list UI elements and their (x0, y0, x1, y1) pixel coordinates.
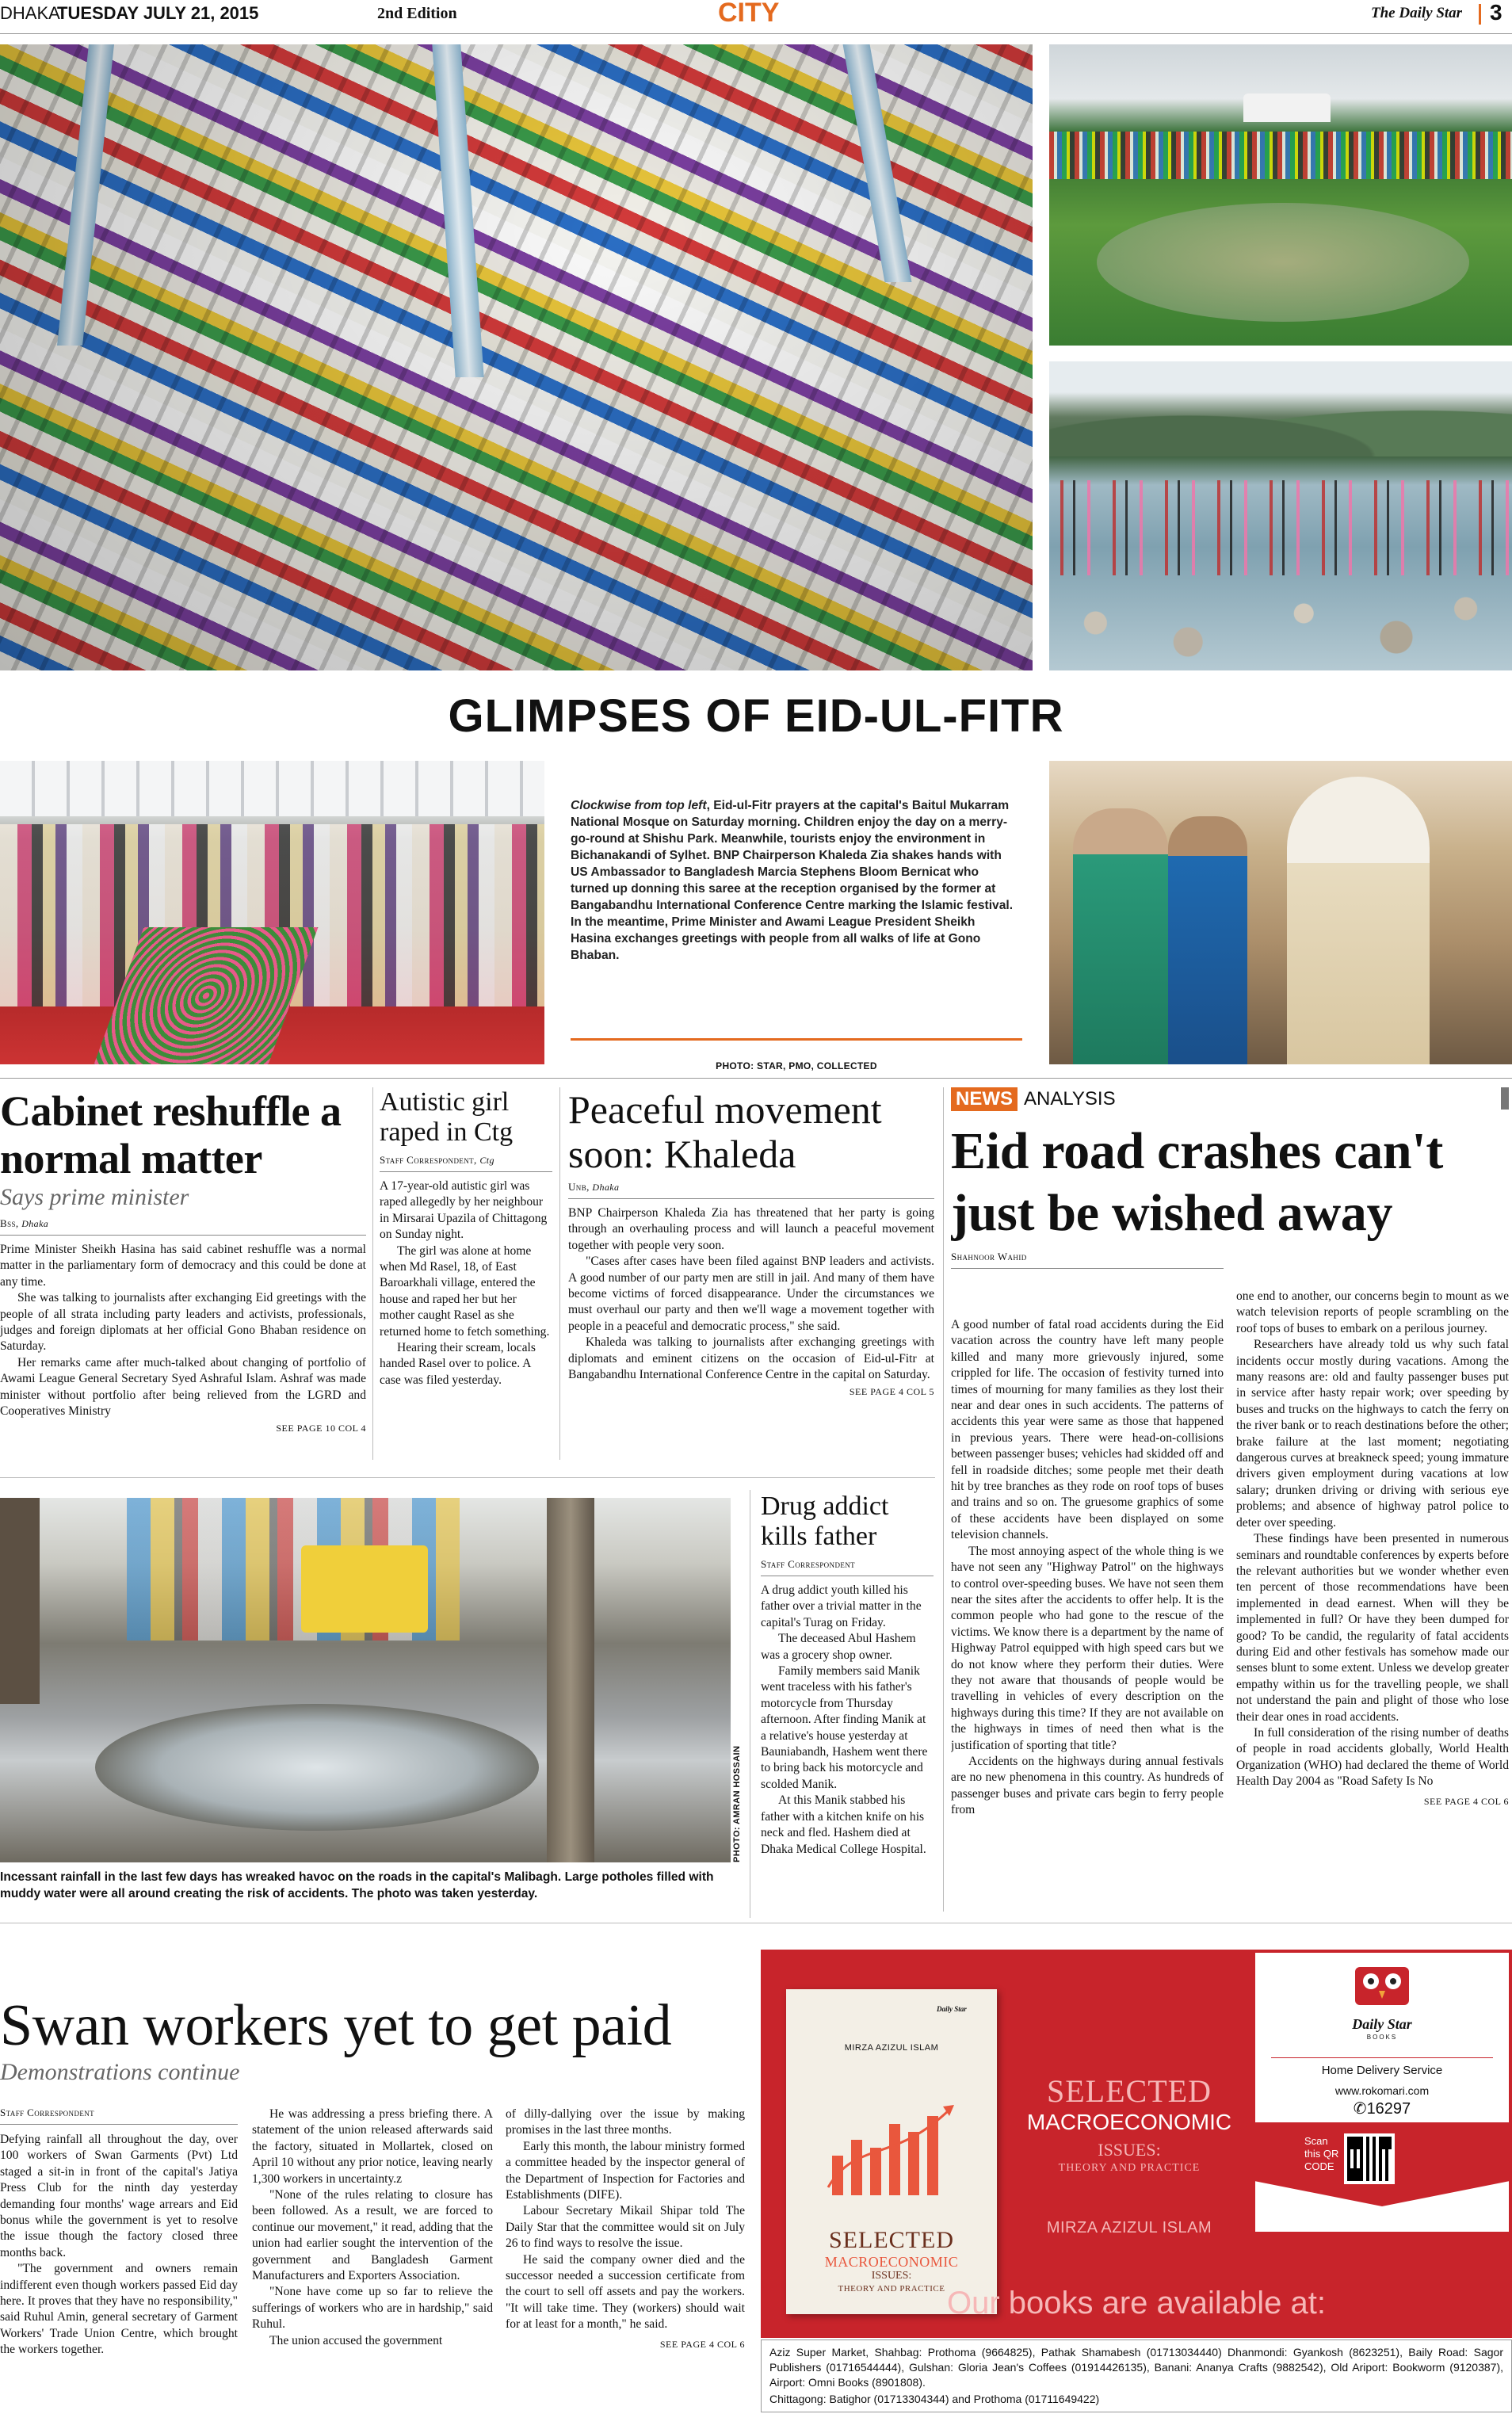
ad-brand-sub: BOOKS (1366, 2034, 1398, 2041)
rain-caption: Incessant rainfall in the last few days has wreaked havoc on the roads in the capital's Malibagh. Large potholes filled with muddy water were all around creating the risk of accidents. The photo was taken yesterday. (0, 1870, 714, 1900)
ad-info-panel (1252, 1950, 1512, 2235)
drug-body (761, 1583, 934, 1858)
column-divider (372, 1087, 373, 1460)
paper-logo: The Daily Star (1371, 5, 1463, 21)
qr-pattern (1347, 2137, 1392, 2181)
autistic-body (380, 1178, 552, 1388)
cover-title-issues: ISSUES: (871, 2270, 912, 2282)
paragraph: Khaleda was talking to journalists after exchanging greetings with diplomats and eminent citizens on the occasion of Eid-ul-Fitr at Bangabandhu International Conference Centre in the capital on Saturday. (568, 1335, 934, 1382)
ad-title-3: ISSUES: (1098, 2140, 1161, 2160)
paragraph: of dilly-dallying over the issue by making promises in the last three months. (506, 2107, 745, 2137)
paragraph: He was addressing a press briefing there. A statement of the union released afterwards said the factory, situated in Mollartek, closed on April 10 without any prior notice, leaving nearly 1,300 workers in uncertainty.z (252, 2107, 493, 2186)
dateline-city: DHAKA (0, 3, 60, 23)
ad-author: MIRZA AZIZUL ISLAM (1046, 2219, 1212, 2236)
column-divider (943, 1087, 944, 1912)
analysis-tag (951, 1087, 1512, 1111)
paragraph: In full consideration of the rising number of deaths of people in road accidents globally, World Health Organization (WHO) had declared the theme of World Health Day 2004 as "Road Safety Is No (1236, 1725, 1509, 1789)
phone-icon: ✆ (1353, 2100, 1367, 2118)
peaceful-body (568, 1205, 934, 1383)
masthead-rule (0, 33, 1512, 34)
analysis-tag-label: ANALYSIS (1024, 1088, 1116, 1110)
reception-figure-center (1168, 816, 1247, 1064)
ad-website-link[interactable]: www.rokomari.com (1334, 2084, 1430, 2097)
mosque-vignette (0, 44, 1033, 670)
paragraph: A good number of fatal road accidents during the Eid vacation across the country have left many people killed and many more grievously injured, some crippled for life. The occasion of festivity turned into times of mourning for many families as they lost their near and dear ones in such accidents. The patterns of accidents this year were same as those that happened in previous years. There were head-on-collisions between passenger buses; vehicles had skidded off and fell in roadside ditches; some people met their death hit by tree branches as they rode on roof tops of buses and trains and so on. The gruesome graphics of some of these accidents have been displayed on some television channels. (951, 1318, 1224, 1542)
page-number: 3 (1490, 0, 1502, 25)
credit-text: PHOTO: AMRAN HOSSAIN (732, 1745, 742, 1862)
reception-figure-left (1073, 808, 1168, 1064)
gono-bhaban-canopy (0, 761, 544, 816)
cabinet-byline: Bss, Dhaka (0, 1217, 366, 1236)
book-cover (786, 1989, 997, 2314)
bichanakandi-people (1049, 480, 1512, 575)
swan-col-2 (252, 2107, 493, 2349)
analysis-col-2 (1236, 1289, 1509, 1809)
merry-go-round-ground (1097, 203, 1469, 322)
rain-photo-credit-vertical (732, 1498, 748, 1862)
autistic-byline: Staff Correspondent, Ctg (380, 1154, 552, 1172)
paragraph: BNP Chairperson Khaleda Zia has threatened that her party is going through an overhauling process and will launch a peaceful movement together with people very soon. (568, 1206, 934, 1252)
masthead-divider (1479, 4, 1481, 25)
byline-agency: Bss (0, 1217, 16, 1229)
book-advertisement[interactable] (761, 1950, 1512, 2414)
section-rule (0, 1477, 935, 1478)
merry-go-round-canopy (1243, 94, 1331, 122)
cabinet-headline: Cabinet reshuffle a normal matter (0, 1087, 342, 1182)
peaceful-story (568, 1087, 934, 1468)
cabinet-story (0, 1087, 366, 1468)
byline-place: Dhaka (21, 1218, 49, 1229)
peaceful-byline: Unb, Dhaka (568, 1181, 934, 1199)
byline-agency: Unb (568, 1181, 587, 1193)
malibagh-rain-photo (0, 1498, 731, 1862)
caption-lead: Clockwise from top left (571, 799, 707, 812)
analysis-story (951, 1087, 1512, 1919)
ad-phone (1255, 2099, 1509, 2118)
news-tag: NEWS (951, 1087, 1018, 1111)
cover-title-main: SELECTED (829, 2227, 954, 2253)
paragraph: "Cases after cases have been filed against BNP leaders and activists. A good number of our party men are still in jail. And many of them have become victims of forced disappearance. Under the circumstances we must overhaul our party and then we'll wage a movement together with people in a peaceful and democratic process," she said. (568, 1255, 934, 1333)
rain-puddle (95, 1704, 539, 1831)
byline-place: Ctg (479, 1155, 494, 1166)
paragraph: "The government and owners remain indifferent even though workers passed Eid day here. It proves that they have no responsibility," said Ruhul Amin, general secretary of Garment Workers' Trade Union Centre, which brought the workers together. (0, 2262, 238, 2357)
swan-subhead: Demonstrations continue (0, 2059, 240, 2085)
ad-available-heading: Our books are available at: (946, 2286, 1327, 2320)
merry-go-round-crowd (1049, 132, 1512, 179)
paragraph: Family members said Manik went traceless with his father's motorcycle from Thursday afternoon. After finding Manik at a relative's house yesterday at Bauniabandh, Hashem went there to bring back his motorcycle and scolded Manik. (761, 1664, 928, 1791)
masthead (0, 0, 1512, 30)
ad-brand: Daily Star (1352, 2016, 1412, 2032)
ad-scan-text: Scan this QR CODE (1304, 2135, 1339, 2172)
paragraph: Early this month, the labour ministry formed a committee headed by the inspector general of the Department of Inspection for Factories and Establishments (DIFE). (506, 2139, 745, 2202)
drug-story (761, 1492, 934, 1919)
caption-body: , Eid-ul-Fitr prayers at the capital's Baitul Mukarram National Mosque on Saturday morning. Children enjoy the day on a merry-go-round at Shishu Park. Meanwhile, tourists enjoy the environment in Bichanakandi of Sylhet. BNP Chairperson Khaleda Zia shakes hands with US Ambassador to Bangladesh Marcia Stephens Bloom Bernicat who turned up donning this saree at the reception organised by the former at Bangabandhu International Conference Centre marking the Islamic festival. In the meantime, Prime Minister and Awami League President Sheikh Hasina exchanges greetings with people from all walks of life at Gono Bhaban. (571, 799, 1014, 962)
analysis-col-1 (951, 1317, 1224, 1819)
glimpses-caption (571, 797, 1014, 964)
autistic-headline: Autistic girl raped in Ctg (380, 1087, 514, 1147)
ad-title-1: SELECTED (1047, 2073, 1212, 2109)
glimpses-credit: PHOTO: STAR, PMO, COLLECTED (716, 1060, 877, 1071)
swan-col-3 (506, 2107, 745, 2352)
ad-divider (1271, 2057, 1493, 2058)
ad-outlets-chittagong: Chittagong: Batighor (01713304344) and Prothoma (01711649422) (769, 2393, 1100, 2405)
paragraph: Accidents on the highways during annual festivals are no new phenomena in this country. As hundreds of passenger buses and private cars begin to ferry people from (951, 1754, 1224, 1817)
analysis-byline: Shahnoor Wahid (951, 1251, 1224, 1269)
owl-pupil-right (1390, 1978, 1396, 1984)
paragraph: "None have come up so far to relieve the sufferings of workers who are in hardship," said Ruhul. (252, 2285, 493, 2332)
swan-headline: Swan workers yet to get paid (0, 1994, 672, 2058)
byline-name: Staff Correspondent (380, 1154, 475, 1166)
dateline-date: TUESDAY JULY 21, 2015 (57, 3, 259, 23)
paragraph: The union accused the government (269, 2333, 443, 2347)
cover-bar (851, 2140, 862, 2195)
owl-body (1355, 1967, 1409, 2005)
cover-bar (889, 2124, 900, 2195)
drug-byline: Staff Correspondent (761, 1558, 934, 1576)
swan-story (0, 1994, 746, 2414)
cover-logo: Daily Star (937, 2005, 967, 2013)
merry-go-round-photo (1049, 44, 1512, 346)
paragraph: Hearing their scream, locals handed Rasel over to police. A case was filed yesterday. (380, 1341, 536, 1387)
cover-bar (870, 2148, 881, 2195)
byline-place: Dhaka (592, 1182, 620, 1193)
owl-logo-icon (1352, 1964, 1412, 2008)
tag-marker (1501, 1087, 1509, 1110)
khaleda-reception-photo (1049, 761, 1512, 1064)
paragraph: A 17-year-old autistic girl was raped allegedly by her neighbour in Mirsarai Upazila of Chittagong on Sunday night. (380, 1179, 548, 1242)
paragraph: A drug addict youth killed his father over a trivial matter in the capital's Turag on Friday. (761, 1583, 922, 1629)
section-rule (0, 1078, 1512, 1079)
paragraph: Her remarks came after much-talked about changing of portfolio of Awami League General Secretary Syed Ashraful Islam. Ashraf was made minister without portfolio after being relieved from the LGRD and Cooperatives Ministry (0, 1355, 366, 1419)
paragraph: She was talking to journalists after exchanging Eid greetings with the people of all strata including party leaders and activists, professionals, judges and foreign diplomats at her official Gono Bhaban residence on Saturday. (0, 1291, 366, 1354)
paragraph: He said the company owner died and the successor needed a succession certificate from the court to sell off assets and pay the workers. "It will take time. They (workers) should wait for at least for a month," he said. (506, 2252, 745, 2332)
paragraph: Researchers have already told us why such fatal incidents occur mostly during vacations. Among the many reasons are: old and faulty passenger buses put in service after hasty repair work; over speeding by buses and trucks on the highways to catch the ferry on the river bank or to reach destinations before the other; brake failure at the last moment; negotiating dangerous curves at breakneck speed; young immature drivers given employment during vacations at low salary; drunken driving or driving with serious eye problems; and absence of highway patrol police to deter over speeding. (1236, 1338, 1509, 1530)
paragraph: The most annoying aspect of the whole thing is we have not seen any "Highway Patrol" on the highways to control over-speeding buses. We have not seen them near the sites after the accidents to offer help. It is the common people who had gone to the rescue of the victims. We know there is a department by the name of Highway Patrol equipped with high speed cars but we do not know where they perform their duties. Were they not aware that thousands of people would be travelling in vehicles of every description on the highways during this time? If they are not available on the highways in times of need then what is the justification of sporting that title? (951, 1544, 1224, 1752)
rain-pole (547, 1498, 594, 1862)
cover-author: MIRZA AZIZUL ISLAM (844, 2043, 939, 2053)
ad-delivery-label: Home Delivery Service (1321, 2064, 1443, 2077)
analysis-jump[interactable]: SEE PAGE 4 COL 6 (1423, 1795, 1509, 1807)
glimpses-headline: GLIMPSES OF EID-UL-FITR (448, 690, 1064, 742)
paragraph: Prime Minister Sheikh Hasina has said cabinet reshuffle was a normal matter in the parliamentary form of democracy and this could be done at any time. (0, 1243, 366, 1289)
paragraph: The deceased Abul Hashem was a grocery shop owner. (761, 1632, 916, 1662)
paragraph: one end to another, our concerns begin to mount as we watch television reports of people scrambling on the roof tops of buses to embark on a perilous journey. (1236, 1289, 1509, 1335)
section-label: CITY (718, 0, 780, 28)
bichanakandi-hills (1049, 385, 1512, 456)
cover-bar (908, 2132, 919, 2195)
ad-outlets-box (761, 2340, 1512, 2412)
caption-rule (571, 1038, 1022, 1041)
rain-tree-trunk (0, 1498, 40, 1704)
ad-title-4: THEORY AND PRACTICE (1058, 2162, 1201, 2174)
bichanakandi-stones (1049, 575, 1512, 670)
gono-bhaban-photo (0, 761, 544, 1064)
cover-title-sub: MACROECONOMIC (824, 2254, 959, 2270)
analysis-headline: Eid road crashes can't just be wished away (951, 1122, 1444, 1242)
rain-bus (301, 1545, 428, 1633)
cabinet-body (0, 1242, 366, 1419)
ad-title-2: MACROECONOMIC (1026, 2110, 1232, 2134)
column-divider (559, 1087, 560, 1460)
qr-code-icon[interactable] (1344, 2133, 1395, 2184)
paragraph: The girl was alone at home when Md Rasel, 18, of East Baroarkhali village, entered the house and raped her but her mother caught Rasel as she returned home to fetch something. (380, 1243, 550, 1339)
edition: 2nd Edition (377, 5, 457, 22)
paragraph: At this Manik stabbed his father with a kitchen knife on his neck and fled. Hashem died at Dhaka Medical College Hospital. (761, 1793, 926, 1856)
peaceful-headline: Peaceful movement soon: Khaleda (568, 1087, 882, 1176)
phone-number: 16297 (1366, 2100, 1411, 2118)
paragraph: Defying rainfall all throughout the day, over 100 workers of Swan Garments (Pvt) Ltd staged a sit-in in front of the capital's Jatiya Press Club for the ninth day yesterday demanding four months' wage arrears and Eid bonus while the government is yet to resolve the issue though the factory closed three months back. (0, 2133, 238, 2259)
cover-bar-graphic (824, 2092, 959, 2211)
paragraph: These findings have been presented in numerous seminars and roundtable conferences by experts before the relevant authorities but we wonder whether even ten percent of those recommendations have been implemented in dead earnest. When will they be implemented in full? Or have they been dumped for good? To be candid, the regularity of fatal accidents during Eid and other festivals has somehow made our senses blunt to some extent. Unless we develop greater empathy within us for the travelling people, we shall not understand the pain and plight of those who lose their dear ones in road accidents. (1236, 1532, 1509, 1724)
ad-outlets-list: Aziz Super Market, Shahbag: Prothoma (9664825), Pathak Shamabesh (01713034440) Dhanmondi: Gyankosh (8623251), Baily Road: Sagor Publishers (01716544444), Gulshan: Gloria Jean's Coffees (01914426135), Banani: Ananya Crafts (9882542), Old Ariport: Bookworm (9120387), Airport: Omni Books (8901808). (769, 2346, 1503, 2389)
peaceful-jump[interactable]: SEE PAGE 4 COL 5 (849, 1386, 934, 1398)
cabinet-subhead: Says prime minister (0, 1184, 189, 1210)
mosque-prayer-photo (0, 44, 1033, 670)
drug-headline: Drug addict kills father (761, 1492, 889, 1551)
reception-figure-right (1287, 777, 1430, 1064)
bichanakandi-photo (1049, 361, 1512, 670)
cover-title-theory: THEORY AND PRACTICE (838, 2284, 945, 2294)
swan-col-1 (0, 2132, 238, 2359)
owl-pupil-left (1368, 1978, 1374, 1984)
autistic-story (380, 1087, 552, 1468)
paragraph: Labour Secretary Mikail Shipar told The Daily Star that the committee would sit on July 26 to find ways to resolve the issue. (506, 2204, 745, 2251)
swan-jump[interactable]: SEE PAGE 4 COL 6 (659, 2338, 745, 2350)
swan-byline: Staff Correspondent (0, 2107, 238, 2125)
paragraph: "None of the rules relating to closure has been followed. As a result, we are forced to continue our movement," it read, adding that the union had earlier sought the intervention of the government and Bangladesh Garment Manufacturers and Exporters Association. (252, 2188, 493, 2283)
cabinet-jump[interactable]: SEE PAGE 10 COL 4 (276, 1423, 366, 1434)
